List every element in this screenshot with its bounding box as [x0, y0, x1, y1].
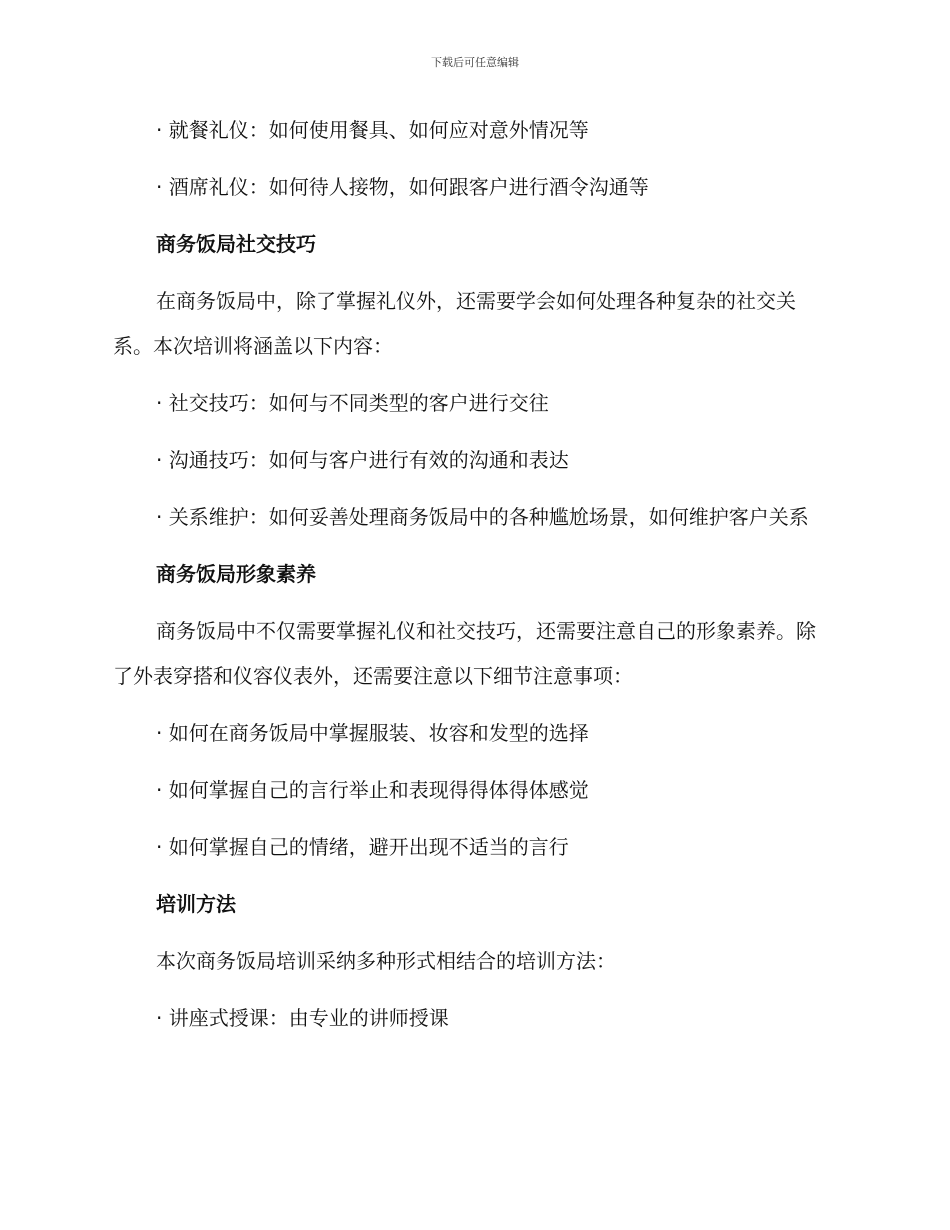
bullet-emotions: · 如何掌握自己的情绪，避开出现不适当的言行	[156, 835, 569, 859]
bullet-attire-choice: · 如何在商务饭局中掌握服装、妆容和发型的选择	[156, 721, 589, 745]
document-body	[113, 108, 833, 1053]
paragraph-image-intro: 商务饭局中不仅需要掌握礼仪和社交技巧，还需要注意自己的形象素养。除了外表穿搭和仪容仪表外，还需要注意以下细节注意事项：	[113, 619, 816, 688]
bullet-behavior: · 如何掌握自己的言行举止和表现得得体得体感觉	[156, 778, 589, 802]
bullet-dining-etiquette: · 就餐礼仪：如何使用餐具、如何应对意外情况等	[156, 118, 589, 142]
paragraph-training-method-intro: 本次商务饭局培训采纳多种形式相结合的培训方法：	[156, 949, 616, 973]
page-header-note: 下载后可任意编辑	[431, 56, 519, 69]
paragraph-social-intro: 在商务饭局中，除了掌握礼仪外，还需要学会如何处理各种复杂的社交关系。本次培训将涵盖以下内容：	[113, 289, 796, 358]
bullet-relationship-maintenance: · 关系维护：如何妥善处理商务饭局中的各种尴尬场景，如何维护客户关系	[156, 505, 809, 529]
section-heading-training-method: 培训方法	[156, 892, 236, 916]
bullet-social-skills: · 社交技巧：如何与不同类型的客户进行交往	[156, 391, 549, 415]
bullet-banquet-etiquette: · 酒席礼仪：如何待人接物，如何跟客户进行酒令沟通等	[156, 175, 649, 199]
section-heading-social-skills: 商务饭局社交技巧	[156, 232, 316, 256]
section-heading-image: 商务饭局形象素养	[156, 562, 316, 586]
bullet-lecture: · 讲座式授课：由专业的讲师授课	[156, 1006, 449, 1030]
bullet-communication-skills: · 沟通技巧：如何与客户进行有效的沟通和表达	[156, 448, 569, 472]
